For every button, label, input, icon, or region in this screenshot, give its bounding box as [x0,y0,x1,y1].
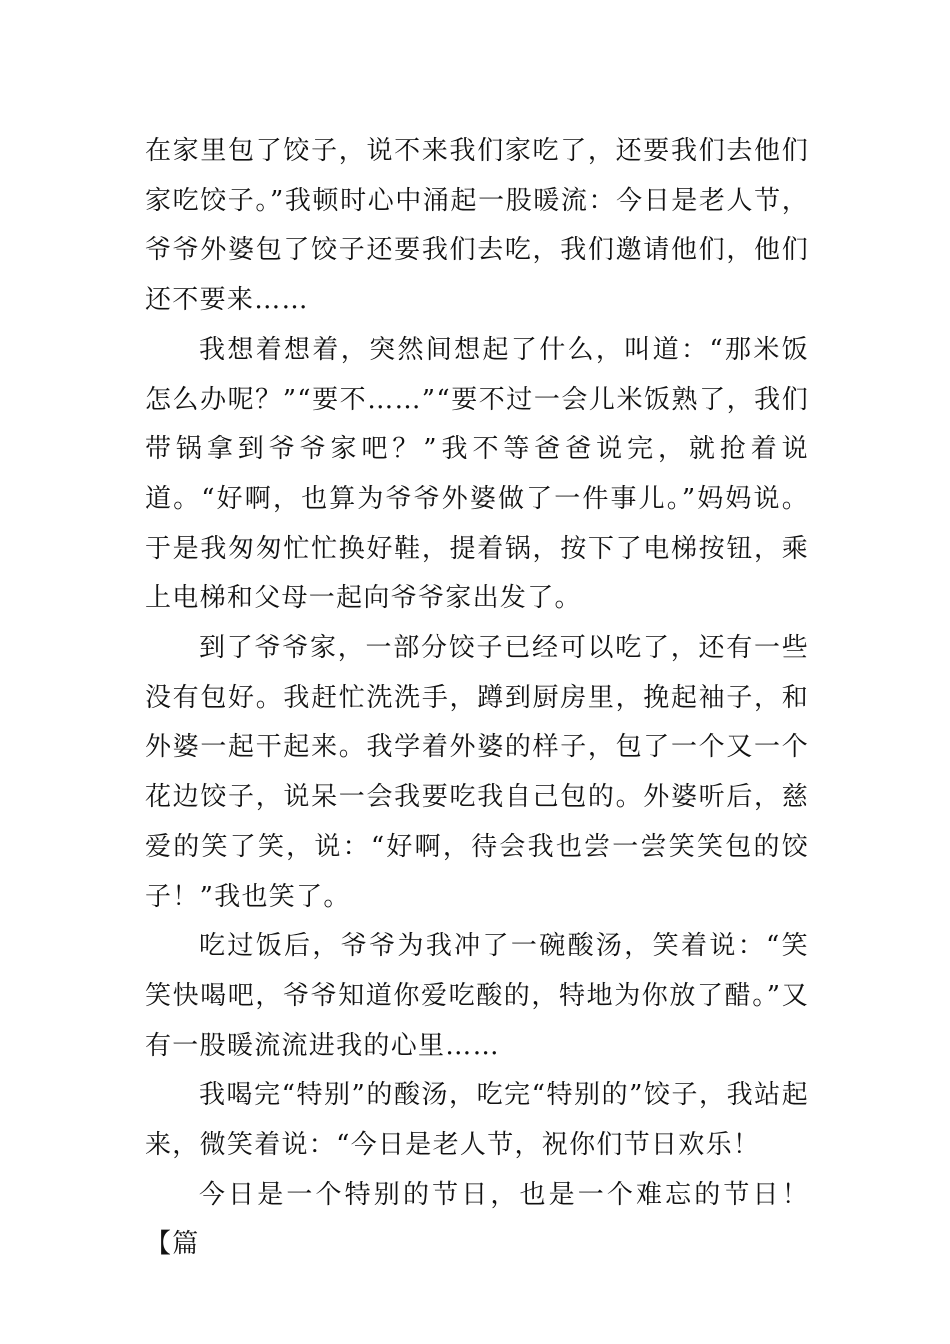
paragraph-continued: 在家里包了饺子，说不来我们家吃了，还要我们去他们家吃饺子。”我顿时心中涌起一股暖流：今日是老人节，爷爷外婆包了饺子还要我们去吃，我们邀请他们，他们还不要来…… [145,136,809,316]
paragraph: 我喝完“特别”的酸汤，吃完“特别的”饺子，我站起来，微笑着说：“今日是老人节，祝你们节日欢乐！ [145,1080,809,1161]
paragraph: 吃过饭后，爷爷为我冲了一碗酸汤，笑着说：“笑笑快喝吧，爷爷知道你爱吃酸的，特地为你放了醋。”又有一股暖流流进我的心里…… [145,931,809,1061]
paragraph: 我想着想着，突然间想起了什么，叫道：“那米饭怎么办呢？”“要不……”“要不过一会儿米饭熟了，我们带锅拿到爷爷家吧？”我不等爸爸说完，就抢着说道。“好啊，也算为爷爷外婆做了一件事儿。”妈妈说。于是我匆匆忙忙换好鞋，提着锅，按下了电梯按钮，乘上电梯和父母一起向爷爷家出发了。 [145,334,809,614]
paragraph: 今日是一个特别的节日，也是一个难忘的节日！【篇 [145,1179,809,1260]
paragraph: 到了爷爷家，一部分饺子已经可以吃了，还有一些没有包好。我赶忙洗洗手，蹲到厨房里，挽起袖子，和外婆一起干起来。我学着外婆的样子，包了一个又一个花边饺子，说呆一会我要吃我自己包的。外婆听后，慈爱的笑了笑，说：“好啊，待会我也尝一尝笑笑包的饺子！”我也笑了。 [145,633,809,912]
document-body [145,127,809,1270]
